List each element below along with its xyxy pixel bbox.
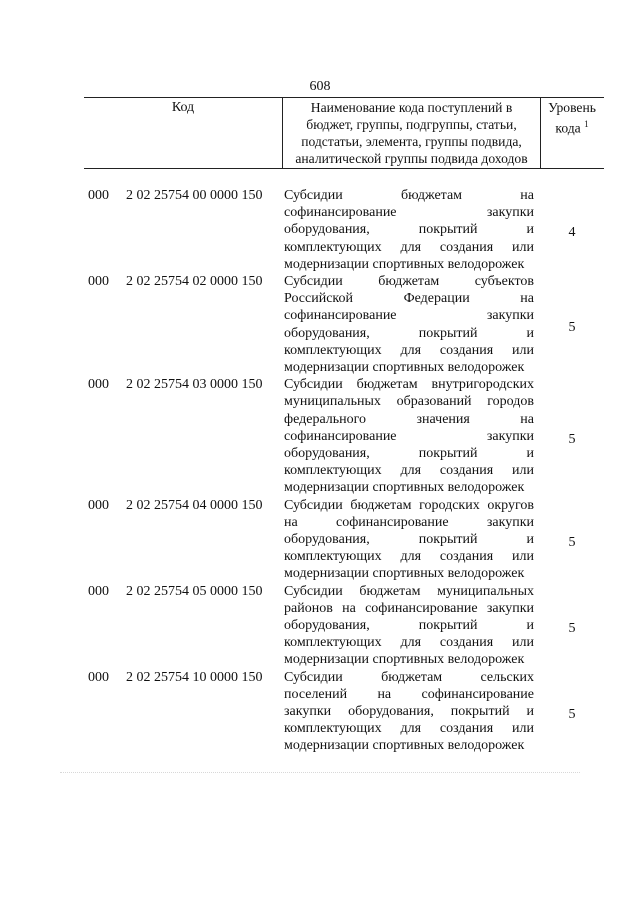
header-level [540, 98, 604, 169]
income-name-line: Субсидии бюджетам муниципальных [284, 583, 534, 599]
income-name-line: закупки оборудования, покрытий и [284, 704, 534, 719]
income-name-line: оборудования, покрытий и [284, 618, 534, 633]
code-level: 5 [568, 620, 576, 636]
admin-code: 000 [88, 583, 109, 599]
income-name-line: поселений на софинансирование [284, 686, 534, 702]
income-name [284, 273, 534, 376]
income-name-line: федерального значения на [284, 411, 534, 427]
income-name-line: комплектующих для создания или [284, 549, 534, 565]
header-level-text: кода [555, 120, 581, 136]
income-name-line: модернизации спортивных велодорожек [284, 480, 525, 496]
income-name-line: софинансирование закупки [284, 205, 534, 221]
admin-code: 000 [88, 377, 109, 393]
admin-code: 000 [88, 497, 109, 513]
income-name-line: оборудования, покрытий и [284, 325, 534, 341]
admin-code: 000 [88, 274, 109, 289]
code-level: 4 [568, 225, 576, 240]
footnote-marker: 1 [584, 119, 589, 129]
income-name-line: модернизации спортивных велодорожек [284, 360, 525, 376]
header-name-line: подстатьи, элемента, группы подвида, [301, 134, 522, 149]
income-name-line: модернизации спортивных велодорожек [284, 566, 525, 582]
table-header [84, 97, 604, 169]
income-name-line: комплектующих для создания или [284, 721, 534, 737]
header-name [282, 98, 541, 169]
income-name [284, 497, 534, 583]
income-name-line: комплектующих для создания или [284, 342, 534, 358]
income-name-line: районов на софинансирование закупки [284, 600, 534, 616]
income-code: 2 02 25754 00 0000 150 [126, 188, 263, 203]
income-name-line: комплектующих для создания или [284, 463, 534, 479]
code-level: 5 [568, 320, 576, 335]
header-name-line: аналитической группы подвида доходов [295, 151, 528, 166]
income-code: 2 02 25754 04 0000 150 [126, 497, 263, 513]
header-level-line [540, 116, 604, 137]
income-name-line: оборудования, покрытий и [284, 446, 534, 461]
code-level: 5 [568, 432, 576, 448]
income-code: 2 02 25754 10 0000 150 [126, 669, 263, 685]
income-name-line: модернизации спортивных велодорожек [284, 256, 525, 272]
header-name-line: бюджет, группы, подгруппы, статьи, [306, 117, 517, 132]
income-name [284, 376, 534, 496]
scan-artifact-line [60, 772, 580, 773]
income-name-line: комплектующих для создания или [284, 239, 534, 255]
income-code: 2 02 25754 05 0000 150 [126, 583, 263, 599]
income-name-line: модернизации спортивных велодорожек [284, 738, 525, 754]
income-name-line: Субсидии бюджетам на [284, 188, 534, 203]
income-name [284, 187, 534, 273]
income-name-line: комплектующих для создания или [284, 635, 534, 651]
income-name [284, 669, 534, 755]
income-name-line: модернизации спортивных велодорожек [284, 652, 525, 668]
income-name-line: Субсидии бюджетам субъектов [284, 274, 534, 289]
income-code: 2 02 25754 03 0000 150 [126, 377, 263, 393]
income-name-line: на софинансирование закупки [284, 514, 534, 530]
income-name-line: софинансирование закупки [284, 308, 534, 324]
income-name-line: Субсидии бюджетам сельских [284, 669, 534, 685]
header-name-line: Наименование кода поступлений в [310, 100, 513, 115]
income-name-line: Российской Федерации на [284, 291, 534, 307]
income-name-line: софинансирование закупки [284, 428, 534, 444]
income-name-line: муниципальных образований городов [284, 394, 534, 410]
page-number: 608 [309, 79, 331, 94]
income-name-line: Субсидии бюджетам городских округов [284, 497, 534, 513]
header-level-line: Уровень [548, 100, 596, 115]
income-name-line: оборудования, покрытий и [284, 222, 534, 238]
income-name-line: оборудования, покрытий и [284, 532, 534, 547]
code-level: 5 [568, 534, 576, 550]
income-name [284, 583, 534, 669]
admin-code: 000 [88, 188, 109, 203]
admin-code: 000 [88, 669, 109, 685]
income-code: 2 02 25754 02 0000 150 [126, 274, 263, 289]
code-level: 5 [568, 706, 576, 722]
income-name-line: Субсидии бюджетам внутригородских [284, 377, 534, 393]
header-code: Код [171, 100, 195, 115]
